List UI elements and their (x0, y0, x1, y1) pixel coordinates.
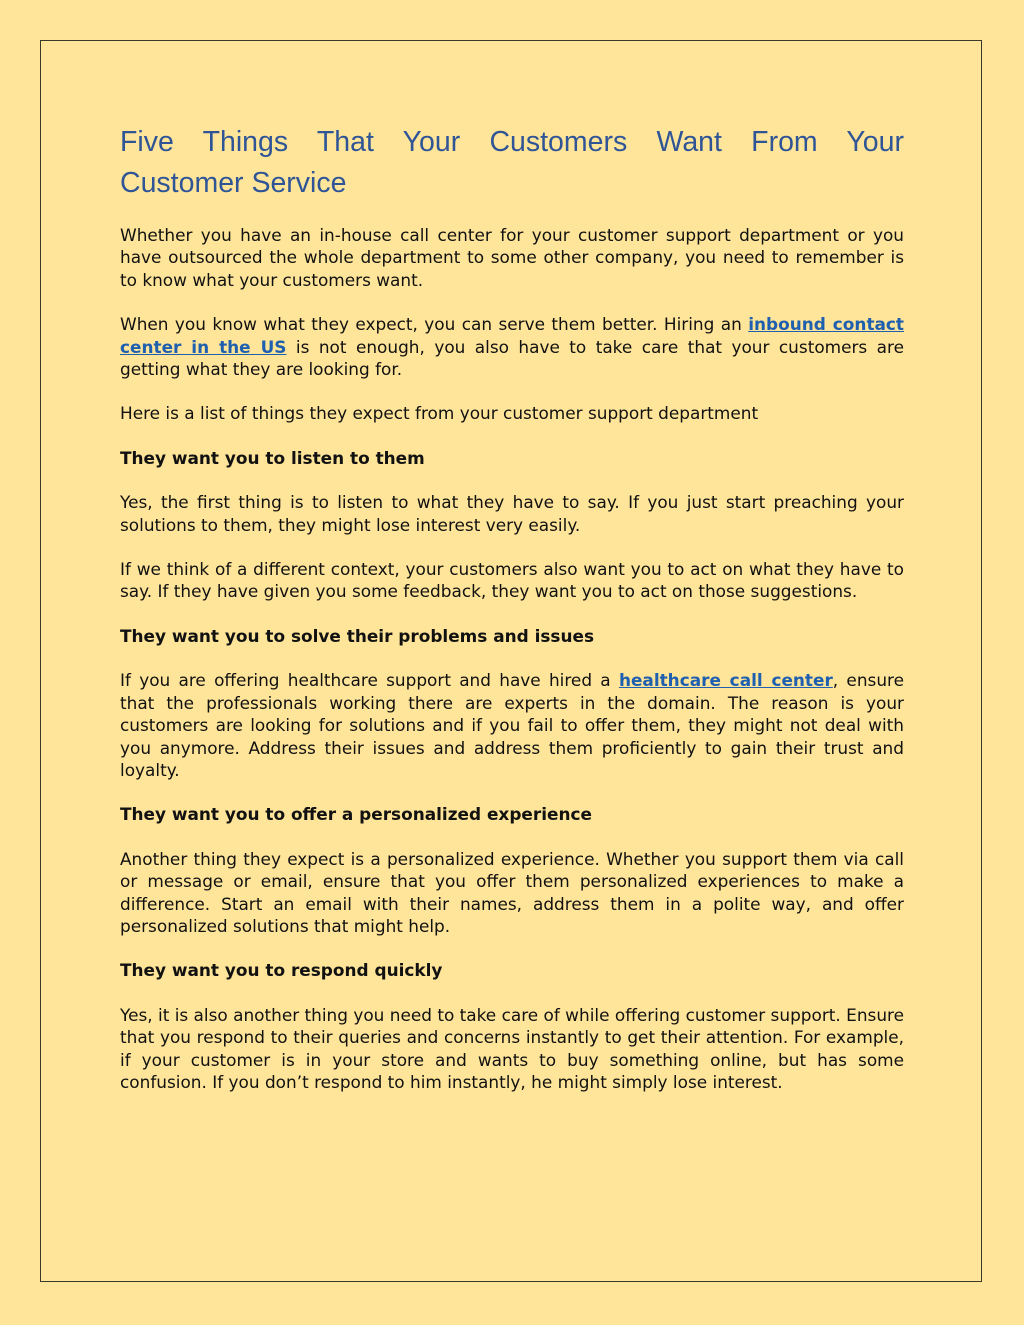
section-heading-personalized: They want you to offer a personalized experience (120, 804, 592, 825)
paragraph-solve (120, 669, 904, 781)
paragraph-text: If you are offering healthcare support and have hired a (120, 670, 619, 691)
paragraph-listen-1: Yes, the first thing is to listen to what they have to say. If you just start preaching your solutions to them, they might lose interest very easily. (120, 492, 904, 535)
document-body (120, 122, 904, 1115)
document-title (120, 122, 904, 204)
paragraph-text: When you know what they expect, you can serve them better. Hiring an (120, 314, 749, 335)
section-heading-respond: They want you to respond quickly (120, 960, 443, 981)
inbound-contact-center-link[interactable]: inbound contact center in the US (120, 314, 904, 357)
paragraph-listen-2: If we think of a different context, your customers also want you to act on what they have to say. If they have given you some feedback, they want you to act on those suggestions. (120, 559, 904, 602)
paragraph-personalized: Another thing they expect is a personalized experience. Whether you support them via call or message or email, ensure that you offer them personalized experiences to make a difference. Start an email with their names, address them in a polite way, and offer personalized solutions that might help. (120, 848, 904, 936)
section-heading-solve: They want you to solve their problems and issues (120, 625, 595, 646)
paragraph-text: , ensure that the professionals working there are experts in the domain. The reason is your customers are looking for solutions and if you fail to offer them, they might not deal with you anymore. Address their issues and address them proficiently to gain their trust and loyalty. (120, 670, 904, 780)
paragraph-respond: Yes, it is also another thing you need to take care of while offering customer support. Ensure that you respond to their queries and concerns instantly to get their attention. For example, if your customer is in your store and wants to buy something online, but has some confusion. If you don’t respond to him instantly, he might simply lose interest. (120, 1004, 904, 1092)
title-line-2: Customer Service (120, 167, 347, 199)
intro-paragraph: Whether you have an in-house call center for your customer support department or you have outsourced the whole department to some other company, you need to remember is to know what your customers want. (120, 225, 904, 290)
paragraph-text: is not enough, you also have to take care that your customers are getting what they are looking for. (120, 336, 904, 380)
list-intro-paragraph: Here is a list of things they expect from your customer support department (120, 403, 759, 424)
title-line-1: Five Things That Your Customers Want From Your (120, 126, 904, 158)
section-heading-listen: They want you to listen to them (120, 447, 425, 468)
healthcare-call-center-link[interactable]: healthcare call center (618, 670, 833, 691)
paragraph-inbound (120, 313, 904, 380)
